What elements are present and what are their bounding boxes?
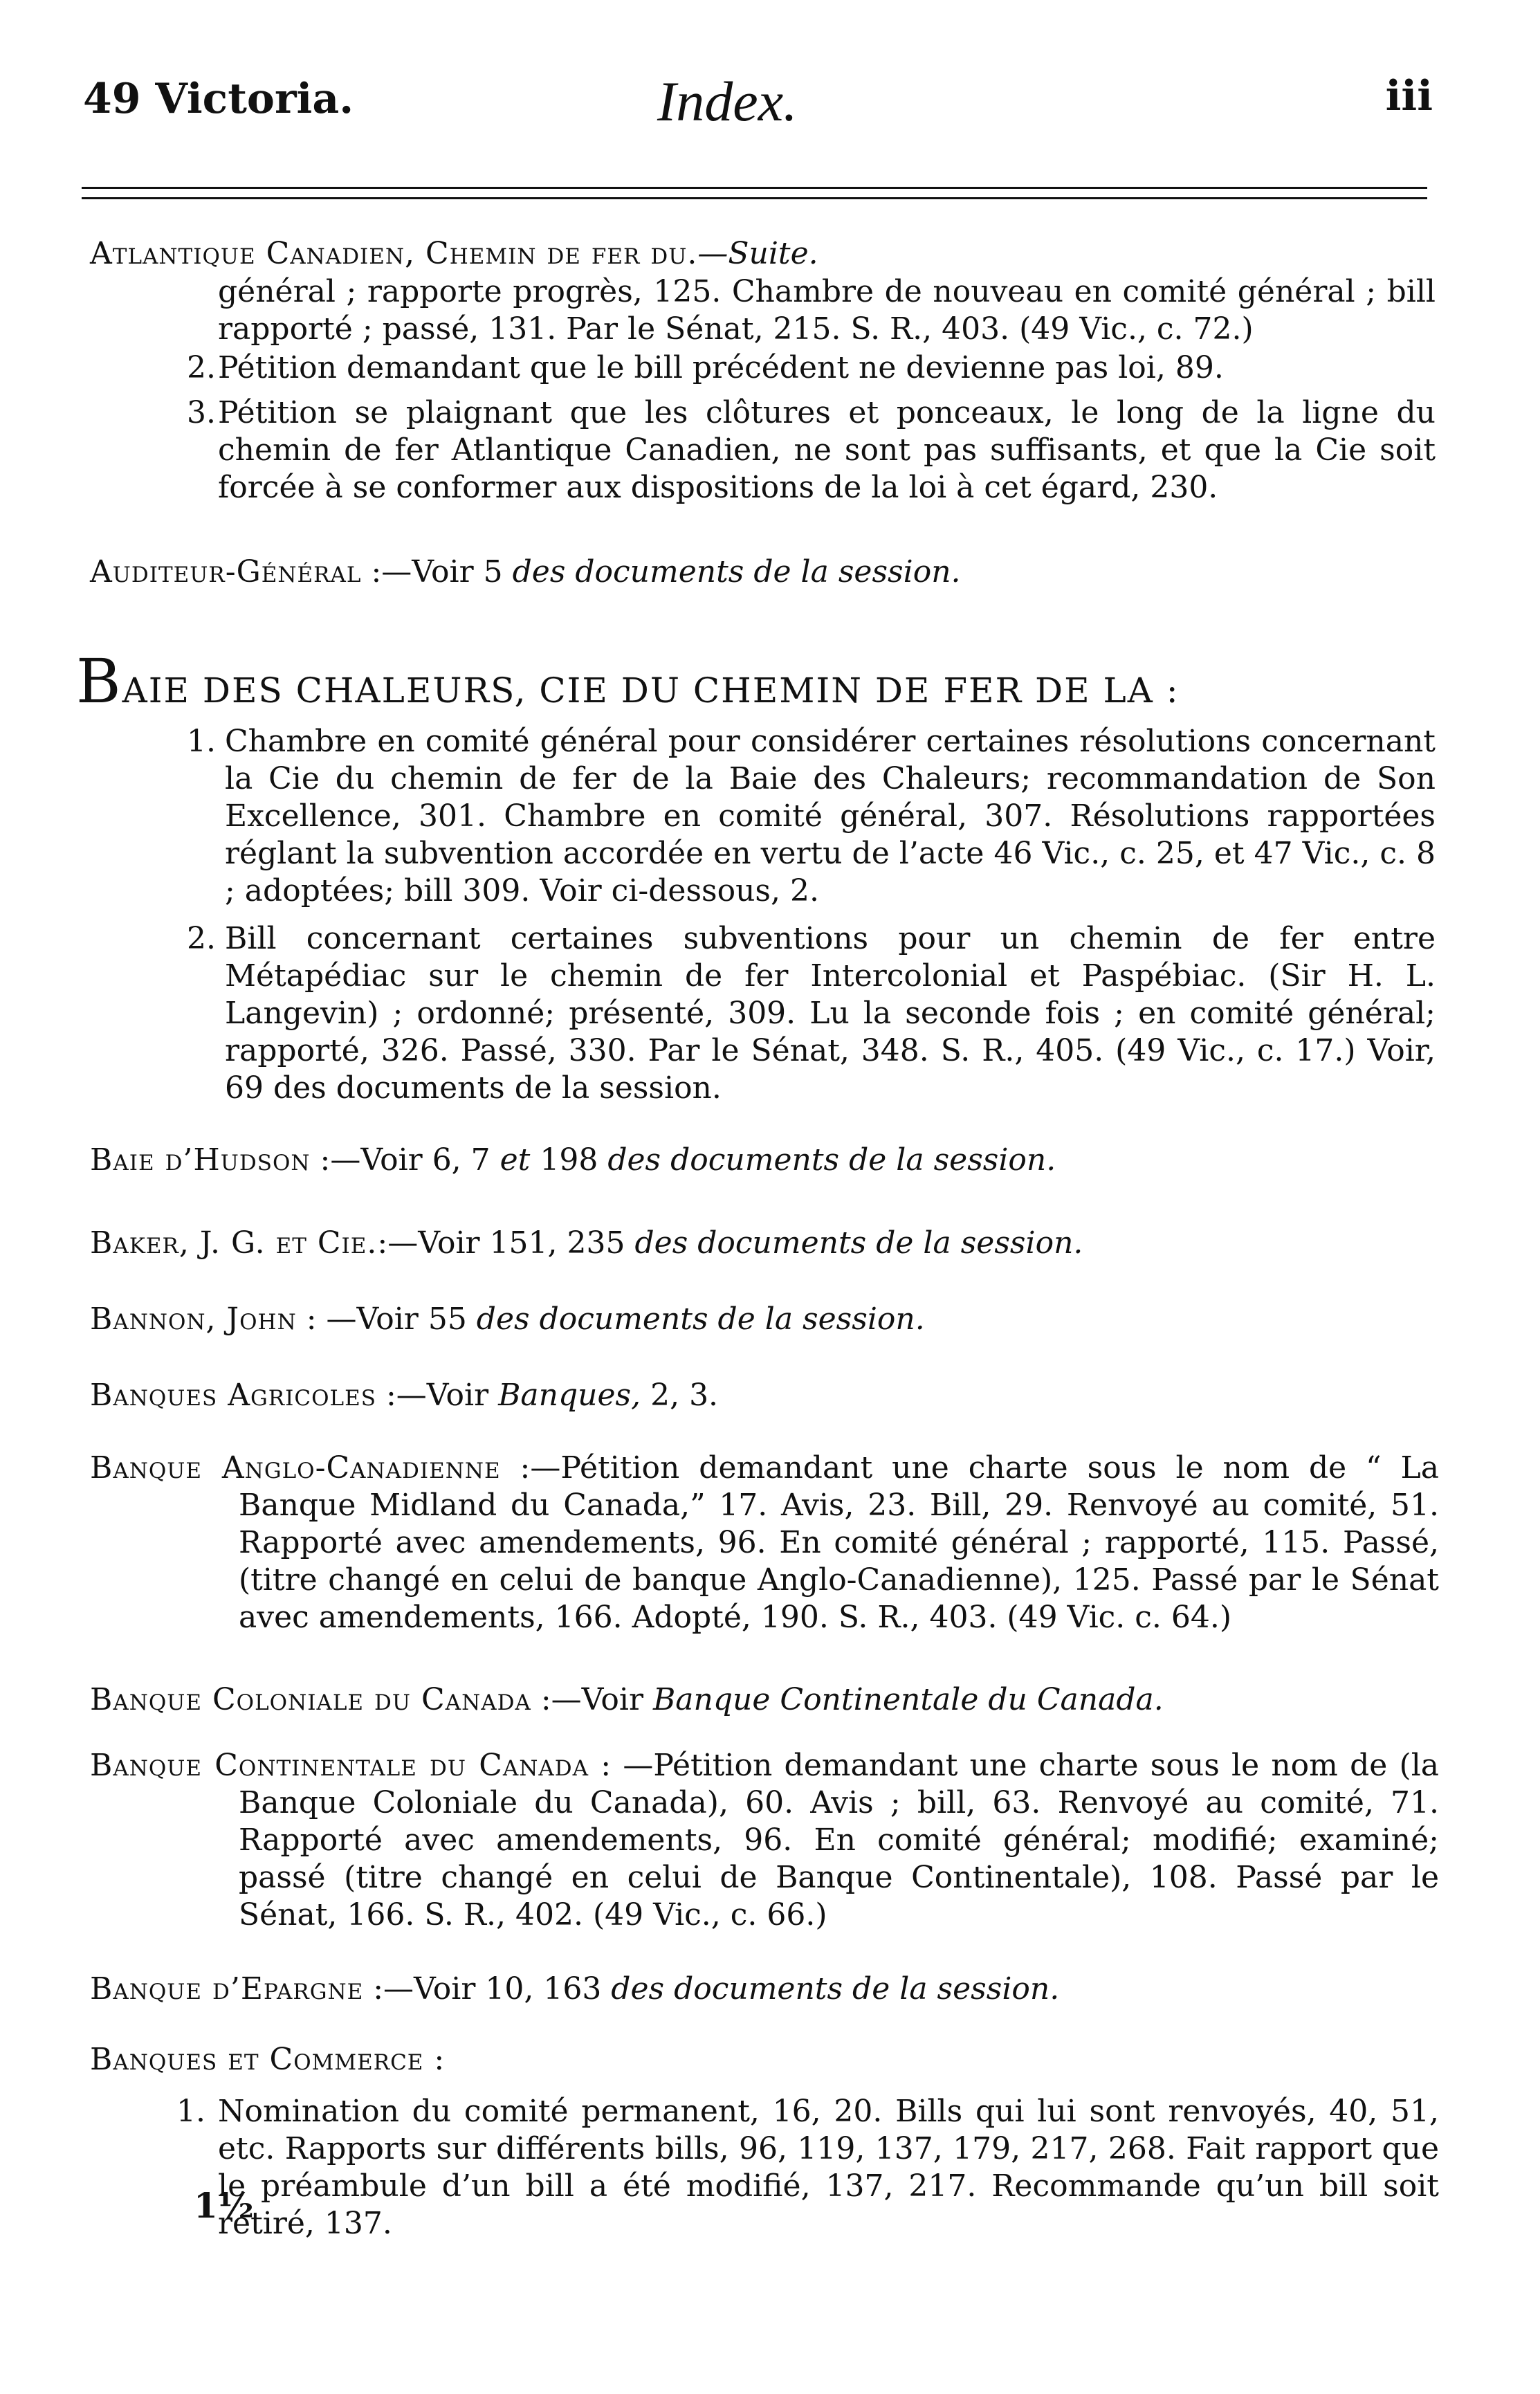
entry-headword: Bannon, John xyxy=(90,1301,297,1337)
entry-reference: des documents de la session. xyxy=(607,1142,1056,1178)
entry-headword: Banque Anglo-Canadienne xyxy=(90,1450,501,1486)
header-rule-top xyxy=(82,187,1427,189)
entry-banques-commerce-heading xyxy=(90,2041,1460,2078)
entry-headword: Banques Agricoles xyxy=(90,1378,376,1413)
entry-reference: des documents de la session. xyxy=(512,554,961,590)
entry-headword: Baker, J. G. et Cie. xyxy=(90,1225,378,1261)
entry-atlantique-heading xyxy=(90,235,1460,273)
entry-number: 198 xyxy=(530,1142,608,1178)
entry-reference: des documents de la session. xyxy=(476,1301,925,1337)
entry-headword: Banque Coloniale du Canada xyxy=(90,1682,531,1717)
entry-reference: des documents de la session. xyxy=(634,1225,1083,1261)
entry-banque-coloniale xyxy=(90,1681,1460,1719)
entry-baie-chaleurs-item2: Bill concernant certaines subventions pour un chemin de fer entre Métapédiac sur le chemin de fer Intercolonial et Paspébiac. (Sir H. L. Langevin) ; ordonné; présenté, 309. Lu la seconde fois ; en comité général; rapporté, 326. Passé, 330. Par le Sénat, 348. S. R., 405. (49 Vic., c. 17.) Voir, 69 des documents de la session. xyxy=(225,921,1436,1106)
entry-see: :—Voir xyxy=(531,1682,653,1717)
entry-atlantique-item1: général ; rapporte progrès, 125. Chambre de nouveau en comité général ; bill rapporté ; passé, 131. Par le Sénat, 215. S. R., 403. (49 Vic., c. 72.) xyxy=(218,274,1436,347)
page-number: iii xyxy=(1385,72,1433,120)
entry-see: :—Voir 151, 235 xyxy=(377,1225,635,1261)
entry-text: :—Pétition demandant une charte sous le nom de “ La Banque Midland du Canada,” 17. Avis, 23. Bill, 29. Renvoyé au comité, 51. Rapporté avec amendements, 96. En comité général ; rapporté, 115. Passé, (titre changé en celui de banque Anglo-Canadienne), 125. Passé par le Sénat avec amendements, 166. Adopté, 190. S. R., 403. (49 Vic. c. 64.) xyxy=(239,1450,1439,1635)
entry-bannon xyxy=(90,1301,1460,1338)
entry-conjunction: et xyxy=(499,1142,531,1178)
item-number: 2. xyxy=(187,350,216,385)
entry-baie-hudson xyxy=(90,1142,1460,1179)
item-number: 1. xyxy=(176,2094,205,2129)
entry-banque-epargne xyxy=(90,1971,1460,2008)
entry-atlantique-item3: Pétition se plaignant que les clôtures et ponceaux, le long de la ligne du chemin de fer Atlantique Canadien, ne sont pas suffisants, et que la Cie soit forcée à se conformer aux dispositions de la loi à cet égard, 230. xyxy=(218,395,1436,505)
entry-headword: Banque d’Epargne xyxy=(90,1971,364,2007)
dropcap-letter: B xyxy=(76,646,122,717)
entry-headword: Banques et Commerce : xyxy=(90,2042,446,2077)
signature-mark: 1½ xyxy=(194,2185,254,2226)
entry-headword: AIE DES CHALEURS, CIE DU CHEMIN DE FER DE LA : xyxy=(122,670,1180,711)
running-head-title: Index. xyxy=(657,70,798,133)
header-rule-bottom xyxy=(82,197,1427,199)
entry-banque-anglo-canadienne xyxy=(90,1450,1439,1636)
entry-suite: —Suite. xyxy=(697,236,818,271)
entry-headword: Auditeur-Général xyxy=(90,554,362,590)
entry-see: :—Voir xyxy=(376,1378,499,1413)
entry-baker xyxy=(90,1225,1460,1262)
page-header xyxy=(0,70,1540,144)
entry-banque-continentale xyxy=(90,1747,1439,1934)
item-number: 1. xyxy=(187,724,216,759)
entry-banques-commerce-item1: Nomination du comité permanent, 16, 20. Bills qui lui sont renvoyés, 40, 51, etc. Rapports sur différents bills, 96, 119, 137, 179, 217, 268. Fait rapport que le préambule d’un bill a été modifié, 137, 217. Recommande qu’un bill soit retiré, 137. xyxy=(218,2094,1439,2241)
entry-see: :—Voir 5 xyxy=(361,554,513,590)
entry-baie-chaleurs-item1: Chambre en comité général pour considérer certaines résolutions concernant la Cie du chemin de fer de la Baie des Chaleurs; recommandation de Son Excellence, 301. Chambre en comité général, 307. Résolutions rapportées réglant la subvention accordée en vertu de l’acte 46 Vic., c. 25, et 47 Vic., c. 8 ; adoptées; bill 309. Voir ci-dessous, 2. xyxy=(225,724,1436,908)
entry-banques-agricoles xyxy=(90,1377,1460,1414)
entry-reference: Banques, xyxy=(498,1378,641,1413)
entry-reference: des documents de la session. xyxy=(611,1971,1060,2007)
running-head-volume: 49 Victoria. xyxy=(83,75,354,123)
entry-atlantique-item2: Pétition demandant que le bill précédent ne devienne pas loi, 89. xyxy=(218,350,1224,385)
item-number: 3. xyxy=(187,395,216,430)
entry-baie-chaleurs-heading xyxy=(76,646,1180,717)
item-number: 2. xyxy=(187,921,216,956)
entry-reference: Banque Continentale du Canada. xyxy=(652,1682,1164,1717)
entry-see: :—Voir 10, 163 xyxy=(363,1971,612,2007)
entry-tail: 2, 3. xyxy=(641,1378,719,1413)
entry-see: : —Voir 55 xyxy=(296,1301,477,1337)
entry-headword: Banque Continentale du Canada xyxy=(90,1748,589,1783)
entry-headword: Atlantique Canadien, Chemin de fer du. xyxy=(90,236,698,271)
entry-auditeur xyxy=(90,554,1460,591)
entry-text: : —Pétition demandant une charte sous le nom de (la Banque Coloniale du Canada), 60. Avis ; bill, 63. Renvoyé au comité, 71. Rapporté avec amendements, 96. En comité général; modifié; examiné; passé (titre changé en celui de Banque Continentale), 108. Passé par le Sénat, 166. S. R., 402. (49 Vic., c. 66.) xyxy=(239,1748,1439,1932)
entry-headword: Baie d’Hudson xyxy=(90,1142,311,1178)
entry-see: :—Voir 6, 7 xyxy=(310,1142,500,1178)
